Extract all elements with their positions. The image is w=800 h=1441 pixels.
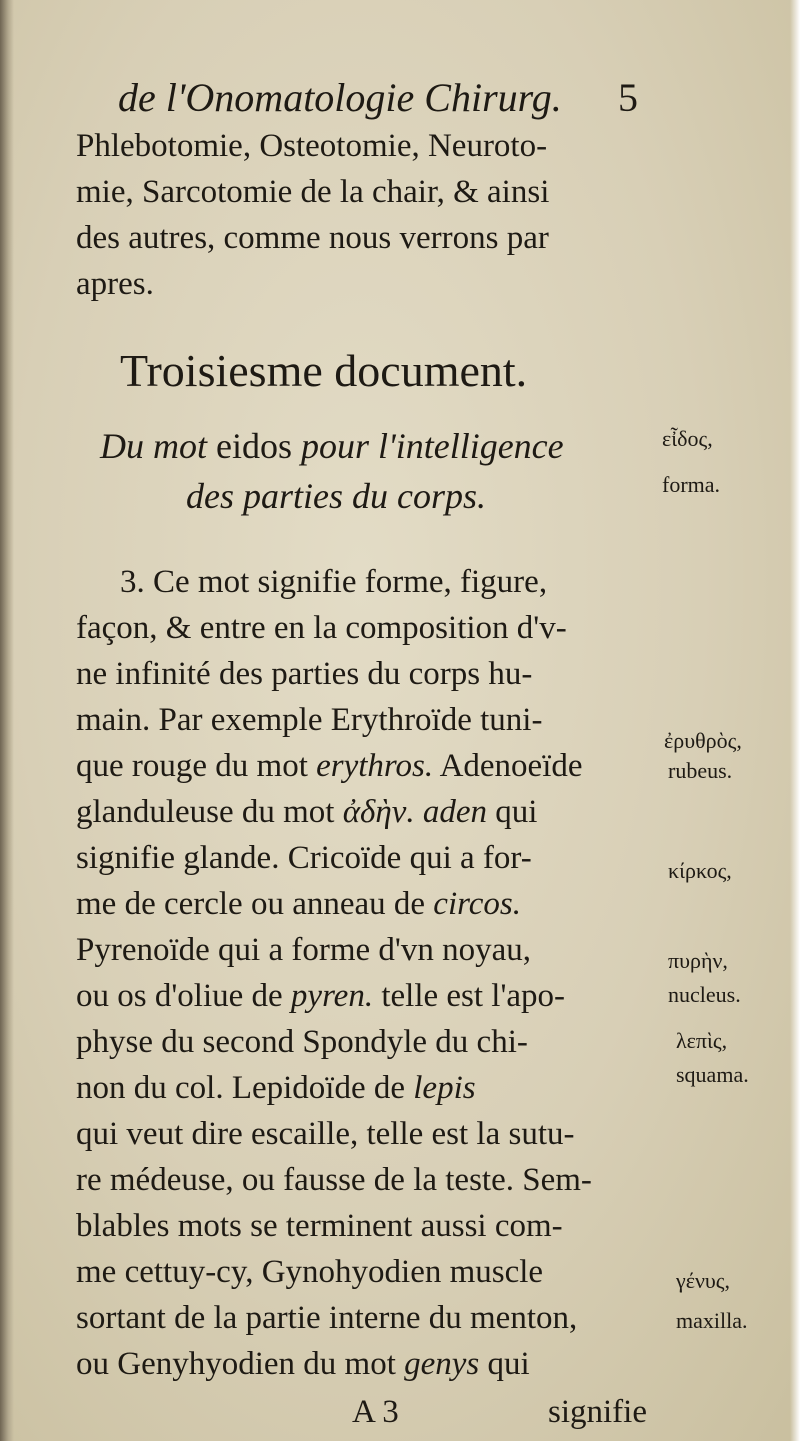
text-line: qui veut dire escaille, telle est la sutu- xyxy=(76,1116,575,1152)
margin-greek: πυρὴν, xyxy=(668,948,728,973)
text-line: me cettuy-cy, Gynohyodien muscle xyxy=(76,1254,544,1290)
catchword: signifie xyxy=(548,1394,647,1430)
subheading-line-2: des parties du corps. xyxy=(186,476,486,516)
text-line: sortant de la partie interne du menton, xyxy=(76,1300,578,1336)
text-line: des autres, comme nous verrons par xyxy=(76,220,549,256)
margin-latin: nucleus. xyxy=(668,982,741,1007)
text-line: glanduleuse du mot ἀδὴν. aden qui xyxy=(76,794,538,830)
margin-greek: γένυς, xyxy=(676,1268,731,1293)
text-line: Phlebotomie, Osteotomie, Neuroto- xyxy=(76,128,548,164)
text-line: main. Par exemple Erythroïde tuni- xyxy=(76,702,543,738)
page-number: 5 xyxy=(618,75,638,120)
text-line: ne infinité des parties du corps hu- xyxy=(76,656,533,692)
margin-latin: squama. xyxy=(676,1062,749,1087)
text-line: 3. Ce mot signifie forme, figure, xyxy=(120,564,548,600)
page-edge xyxy=(790,0,800,1441)
text-line: ou Genyhyodien du mot genys qui xyxy=(76,1346,530,1382)
text-line: me de cercle ou anneau de circos. xyxy=(76,886,521,922)
text-line: que rouge du mot erythros. Adenoeïde xyxy=(76,748,583,784)
margin-latin: forma. xyxy=(662,472,721,497)
margin-greek: ἐρυθρὸς, xyxy=(664,728,742,753)
text-line: signifie glande. Cricoïde qui a for- xyxy=(76,840,532,876)
margin-greek: λεπὶς, xyxy=(676,1028,728,1053)
margin-latin: rubeus. xyxy=(668,758,733,783)
text-line: façon, & entre en la composition d'v- xyxy=(76,610,567,646)
text-line: re médeuse, ou fausse de la teste. Sem- xyxy=(76,1162,592,1198)
text-line: physe du second Spondyle du chi- xyxy=(76,1024,528,1060)
text-line: Pyrenoïde qui a forme d'vn noyau, xyxy=(76,932,532,968)
running-head-title: de l'Onomatologie Chirurg. xyxy=(118,75,562,120)
text-line: mie, Sarcotomie de la chair, & ainsi xyxy=(76,174,550,210)
text-line: apres. xyxy=(76,266,154,302)
margin-greek: κίρκος, xyxy=(668,858,732,883)
signature-mark: A 3 xyxy=(352,1394,399,1430)
text-line: ou os d'oliue de pyren. telle est l'apo- xyxy=(76,978,566,1014)
text-line: non du col. Lepidoïde de lepis xyxy=(76,1070,476,1106)
section-heading: Troisiesme document. xyxy=(120,345,528,396)
subheading-line-1: Du mot eidos pour l'intelligence xyxy=(100,426,564,466)
running-head xyxy=(118,75,562,120)
text-line: blables mots se terminent aussi com- xyxy=(76,1208,563,1244)
margin-latin: maxilla. xyxy=(676,1308,748,1333)
page-binding-shadow xyxy=(0,0,14,1441)
margin-greek: εἶδος, xyxy=(662,426,713,451)
